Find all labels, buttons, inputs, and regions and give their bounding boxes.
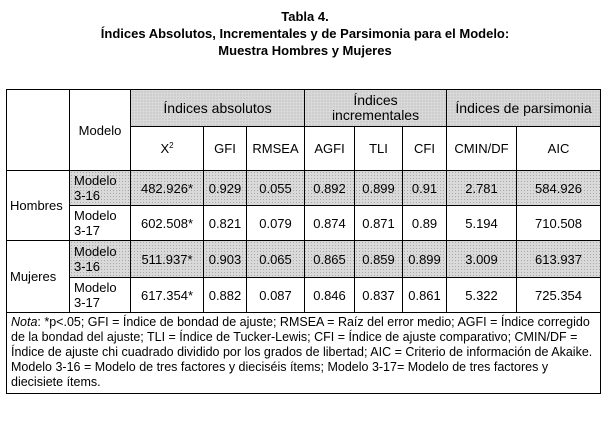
header-row-groups: [7, 90, 601, 127]
tli-cell: 0.837: [355, 278, 403, 313]
aic-cell: 710.508: [517, 206, 601, 241]
note-definitions: [11, 315, 596, 360]
gfi-cell: 0.882: [204, 278, 247, 313]
col-header-tli: TLI: [355, 127, 403, 171]
rmsea-cell: 0.087: [247, 278, 305, 313]
note-row: [7, 313, 601, 394]
title-line-2: Índices Absolutos, Incrementales y de Parsimonia para el Modelo:: [100, 26, 510, 41]
aic-cell: 725.354: [517, 278, 601, 313]
gfi-cell: 0.903: [204, 241, 247, 278]
rmsea-cell: 0.079: [247, 206, 305, 241]
cmin-cell: 3.009: [447, 241, 517, 278]
model-cell: Modelo 3-17: [70, 206, 131, 241]
table-note: [7, 313, 601, 394]
rmsea-cell: 0.065: [247, 241, 305, 278]
col-header-agfi: AGFI: [305, 127, 355, 171]
col-header-gfi: GFI: [204, 127, 247, 171]
fit-indices-table: [6, 89, 601, 394]
x2-cell: 482.926*: [131, 171, 204, 206]
model-cell: Modelo 3-16: [70, 241, 131, 278]
gfi-cell: 0.929: [204, 171, 247, 206]
col-header-cmin-df: CMIN/DF: [447, 127, 517, 171]
aic-cell: 613.937: [517, 241, 601, 278]
agfi-cell: 0.892: [305, 171, 355, 206]
model-cell: Modelo 3-17: [70, 278, 131, 313]
tli-cell: 0.899: [355, 171, 403, 206]
group-incrementales: Índices incrementales: [305, 90, 447, 127]
table-row: [7, 206, 601, 241]
note-text: : *p<.05; GFI = Índice de bondad de ajuste; RMSEA = Raíz del error medio; AGFI = Índice corregido de la bondad del ajuste; TLI = Índice de Tucker-Lewis; CFI = Índice de ajuste comparativo; CMIN/DF = Índice de ajuste chi cuadrado dividido por los grados de libertad; AIC = Criterio de información de Akaike.: [11, 315, 593, 359]
header-empty-cell: [7, 90, 70, 171]
col-header-rmsea: RMSEA: [247, 127, 305, 171]
cfi-cell: 0.91: [403, 171, 447, 206]
col-header-x2: $X^2$: [131, 127, 204, 171]
cmin-cell: 5.194: [447, 206, 517, 241]
cmin-cell: 2.781: [447, 171, 517, 206]
tli-cell: 0.871: [355, 206, 403, 241]
group-label-mujeres: Mujeres: [7, 241, 70, 313]
header-model: Modelo: [70, 90, 131, 171]
x2-cell: 511.937*: [131, 241, 204, 278]
note-models: Modelo 3-16 = Modelo de tres factores y dieciséis ítems; Modelo 3-17= Modelo de tres factores y diecisiete ítems.: [11, 360, 549, 389]
rmsea-cell: 0.055: [247, 171, 305, 206]
agfi-cell: 0.846: [305, 278, 355, 313]
cfi-cell: 0.899: [403, 241, 447, 278]
model-cell: Modelo 3-16: [70, 171, 131, 206]
table-title: [0, 8, 610, 59]
table-row: [7, 241, 601, 278]
aic-cell: 584.926: [517, 171, 601, 206]
cfi-cell: 0.89: [403, 206, 447, 241]
title-line-3: Muestra Hombres y Mujeres: [218, 43, 392, 58]
note-label: Nota: [11, 315, 38, 329]
group-absolutos: Índices absolutos: [131, 90, 305, 127]
title-line-1: Tabla 4.: [281, 9, 329, 24]
agfi-cell: 0.865: [305, 241, 355, 278]
table-row: [7, 278, 601, 313]
x2-cell: 617.354*: [131, 278, 204, 313]
gfi-cell: 0.821: [204, 206, 247, 241]
agfi-cell: 0.874: [305, 206, 355, 241]
col-header-cfi: CFI: [403, 127, 447, 171]
x2-cell: 602.508*: [131, 206, 204, 241]
cmin-cell: 5.322: [447, 278, 517, 313]
tli-cell: 0.859: [355, 241, 403, 278]
col-header-aic: AIC: [517, 127, 601, 171]
cfi-cell: 0.861: [403, 278, 447, 313]
group-parsimonia: Índices de parsimonia: [447, 90, 601, 127]
table-row: [7, 171, 601, 206]
group-label-hombres: Hombres: [7, 171, 70, 241]
